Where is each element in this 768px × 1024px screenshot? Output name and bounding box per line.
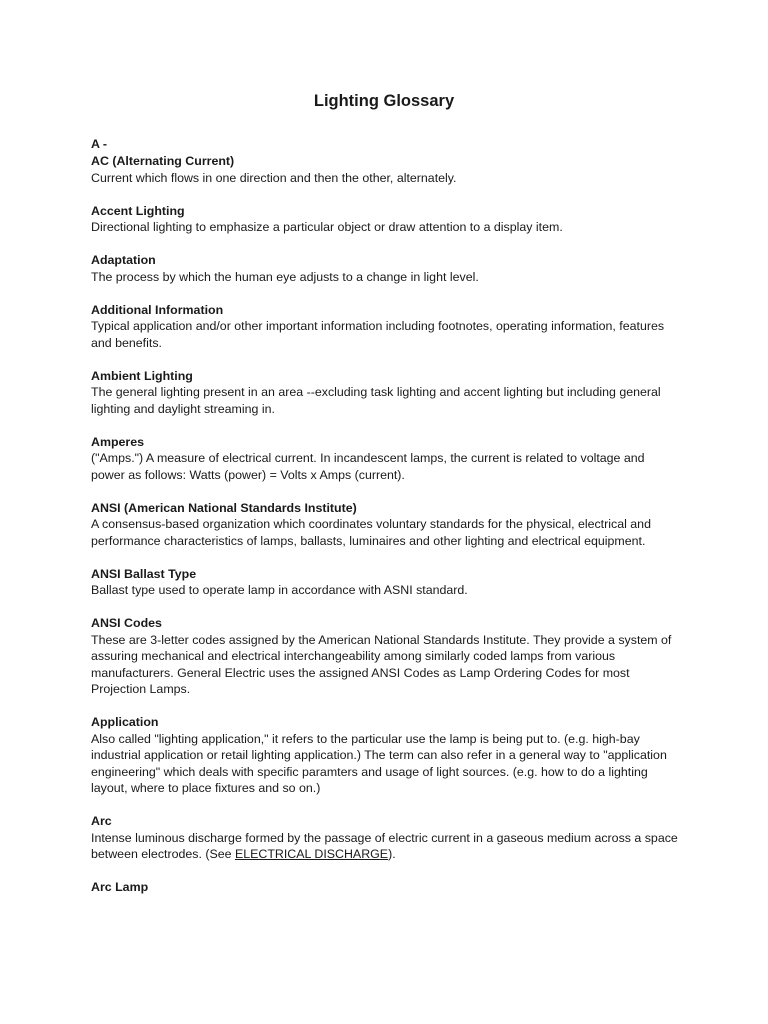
entry-definition (91, 830, 681, 863)
glossary-entry (91, 813, 681, 863)
definition-text: Intense luminous discharge formed by the passage of electric current in a gaseous medium across a space between electrodes. (See (91, 830, 678, 861)
entry-definition: ("Amps.") A measure of electrical current. In incandescent lamps, the current is related to voltage and power as follows: Watts (power) = Volts x Amps (current). (91, 451, 645, 482)
entry-term: ANSI Ballast Type (91, 566, 197, 581)
entry-definition: Directional lighting to emphasize a particular object or draw attention to a display item. (91, 220, 563, 234)
glossary-entry (91, 203, 681, 236)
entry-term: Accent Lighting (91, 203, 185, 218)
section-heading-a: A - (91, 137, 108, 151)
entry-term: ANSI (American National Standards Institute) (91, 500, 357, 515)
electrical-discharge-link[interactable]: ELECTRICAL DISCHARGE (234, 847, 389, 861)
entry-term: Adaptation (91, 253, 156, 267)
entry-term: Additional Information (91, 302, 224, 317)
glossary-entry (91, 434, 681, 484)
entry-term: Arc (91, 814, 112, 828)
entry-definition: Ballast type used to operate lamp in accordance with ASNI standard. (91, 583, 468, 597)
glossary-entry (91, 368, 681, 418)
entry-term: ANSI Codes (91, 616, 162, 630)
entry-term: Application (91, 715, 159, 729)
glossary-entry (91, 879, 681, 896)
entry-definition: Typical application and/or other important information including footnotes, operating information, features and benefits. (91, 319, 665, 350)
entry-definition: Also called "lighting application," it refers to the particular use the lamp is being put to. (e.g. high-bay industrial application or retail lighting application.) The term can also refer in a general way to "application engineering" which deals with specific paramters and usage of light sources. (e.g. how to do a lighting layout, where to place fixtures and so on.) (91, 731, 667, 795)
glossary-entry (91, 252, 681, 285)
glossary-entry (91, 153, 681, 186)
entry-definition: These are 3-letter codes assigned by the American National Standards Institute. They provide a system of assuring mechanical and electrical interchangeability among similarly coded lamps from various manufacturers. General Electric uses the assigned ANSI Codes as Lamp Ordering Codes for most Projection Lamps. (91, 632, 672, 696)
entry-term: Amperes (91, 434, 145, 449)
glossary-entry (91, 615, 681, 698)
entry-term: Ambient Lighting (91, 368, 193, 383)
page-title: Lighting Glossary (313, 92, 455, 110)
glossary-entry (91, 714, 681, 797)
entry-definition: Current which flows in one direction and then the other, alternately. (91, 170, 457, 185)
entry-definition: The general lighting present in an area --excluding task lighting and accent lighting but including general lighting and daylight streaming in. (91, 385, 661, 416)
entry-definition: The process by which the human eye adjusts to a change in light level. (91, 269, 479, 284)
glossary-entry (91, 566, 681, 599)
glossary-entry (91, 500, 681, 550)
glossary-entry (91, 302, 681, 352)
glossary-content (91, 136, 681, 912)
definition-text: ). (388, 847, 396, 861)
entry-definition: A consensus-based organization which coordinates voluntary standards for the physical, electrical and performance characteristics of lamps, ballasts, luminaires and other lighting and electrical equipment. (91, 517, 651, 548)
entry-term: AC (Alternating Current) (91, 154, 235, 168)
entry-term: Arc Lamp (91, 880, 149, 894)
